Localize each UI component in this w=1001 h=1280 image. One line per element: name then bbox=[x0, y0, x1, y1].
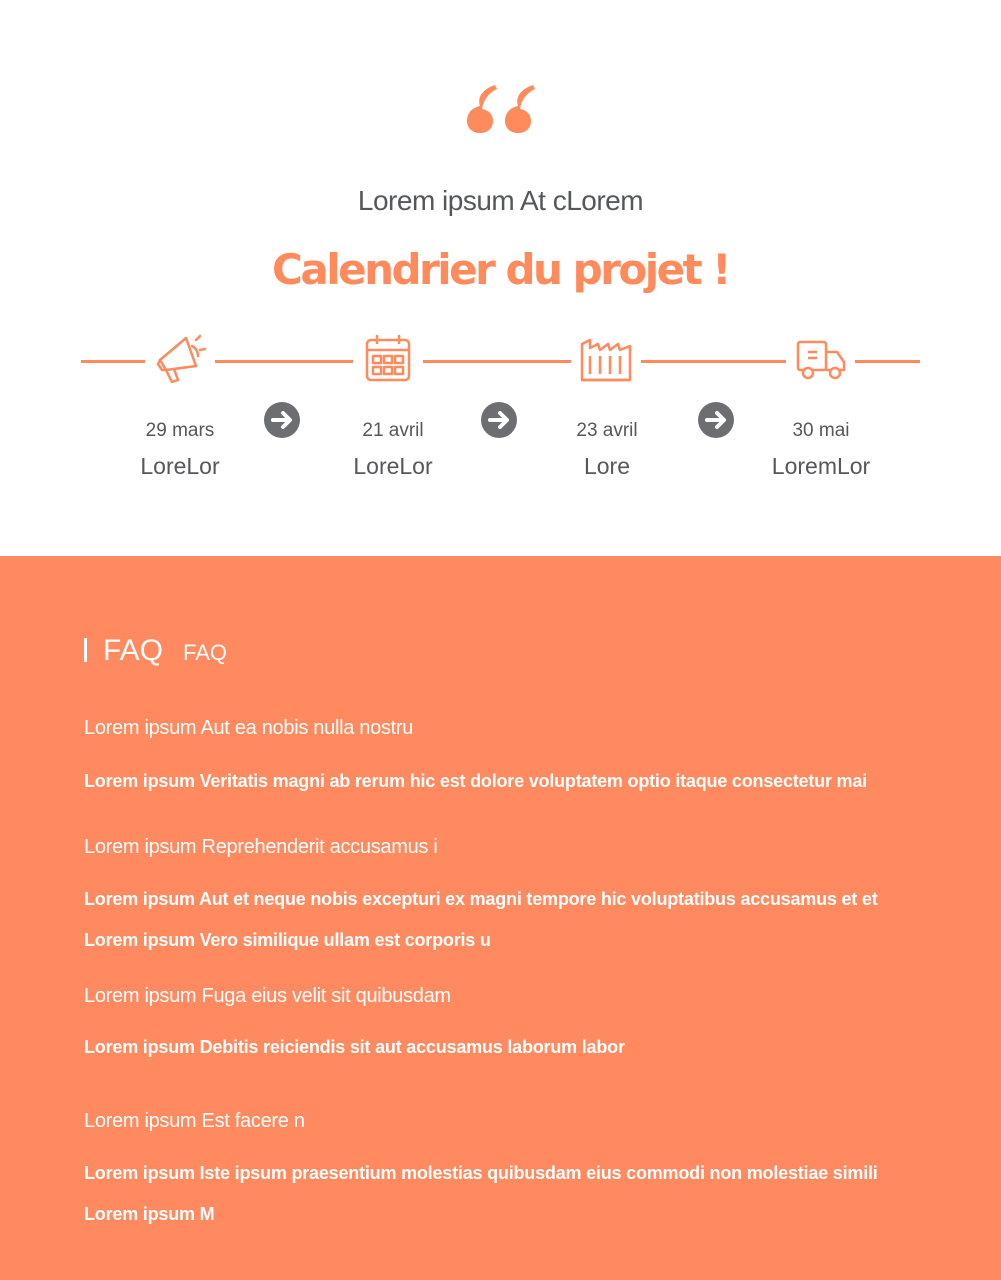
step-date: 30 mai bbox=[792, 420, 850, 441]
faq-answer: Lorem ipsum M bbox=[84, 1204, 215, 1224]
heading-bar bbox=[84, 638, 87, 662]
faq-answer: Lorem ipsum Aut et neque nobis excepturi ex magni tempore hic voluptatibus accusamus et et bbox=[84, 889, 878, 909]
faq-title: FAQ bbox=[103, 634, 164, 667]
timeline-line bbox=[641, 360, 786, 363]
faq-heading bbox=[84, 634, 227, 668]
step-date: 29 mars bbox=[145, 420, 215, 441]
step-date: 21 avril bbox=[362, 420, 424, 441]
faq-answer: Lorem ipsum Debitis reiciendis sit aut accusamus laborum labor bbox=[84, 1037, 625, 1057]
calendar-icon bbox=[360, 330, 416, 386]
faq-question: Lorem ipsum Reprehenderit accusamus i bbox=[84, 836, 438, 858]
faq-answer: Lorem ipsum Iste ipsum praesentium molestias quibusdam eius commodi non molestiae simili bbox=[84, 1163, 878, 1183]
faq-question: Lorem ipsum Fuga eius velit sit quibusdam bbox=[84, 985, 451, 1007]
timeline-line bbox=[81, 360, 145, 363]
step-date: 23 avril bbox=[576, 420, 638, 441]
quote-icon bbox=[466, 84, 536, 134]
timeline-line bbox=[423, 360, 571, 363]
timeline-section bbox=[0, 0, 1001, 556]
factory-icon bbox=[578, 330, 634, 386]
step-label: LoreLor bbox=[353, 453, 433, 479]
faq-section bbox=[0, 556, 1001, 1280]
step-label: LoreLor bbox=[140, 453, 220, 479]
timeline-line bbox=[215, 360, 353, 363]
step-label: Lore bbox=[583, 453, 631, 479]
megaphone-icon bbox=[152, 330, 208, 386]
timeline-line bbox=[855, 360, 920, 363]
faq-answer: Lorem ipsum Vero similique ullam est corporis u bbox=[84, 930, 491, 950]
faq-question: Lorem ipsum Est facere n bbox=[84, 1110, 305, 1132]
step-label: LoremLor bbox=[771, 453, 871, 479]
faq-question: Lorem ipsum Aut ea nobis nulla nostru bbox=[84, 717, 414, 739]
faq-subtitle: FAQ bbox=[183, 640, 228, 665]
page-title: Calendrier du projet ! bbox=[272, 245, 729, 294]
truck-icon bbox=[793, 330, 849, 386]
section-subtitle: Lorem ipsum At cLorem bbox=[357, 185, 644, 216]
faq-answer: Lorem ipsum Veritatis magni ab rerum hic est dolore voluptatem optio itaque consectetur mai bbox=[84, 771, 867, 791]
